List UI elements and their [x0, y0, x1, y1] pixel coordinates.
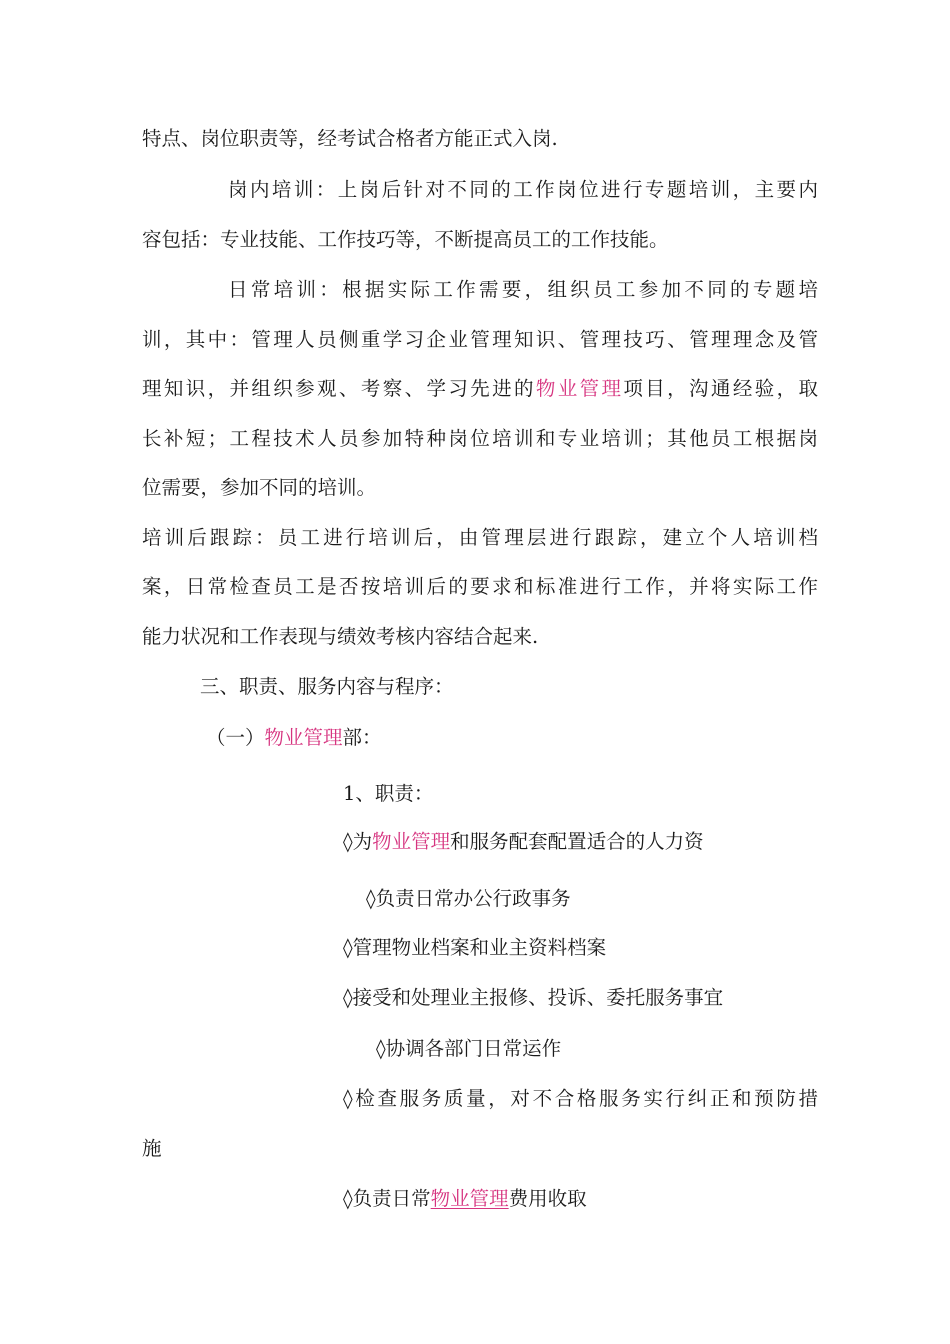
- paragraph-daily-line-2: 训，其中：管理人员侧重学习企业管理知识、管理技巧、管理理念及管: [142, 328, 818, 351]
- paragraph-daily-line-5: 位需要，参加不同的培训。: [142, 476, 377, 499]
- property-management-link[interactable]: 物业管理: [430, 1187, 509, 1210]
- daily-text-a: 理知识，并组织参观、考察、学习先进的: [142, 377, 536, 400]
- paragraph-onjob-line-2: 容包括：专业技能、工作技巧等，不断提高员工的工作技能。: [142, 228, 669, 251]
- duty-item-1: [343, 828, 704, 856]
- paragraph-follow-line-1: 培训后跟踪：员工进行培训后，由管理层进行跟踪，建立个人培训档: [142, 526, 818, 549]
- duty-item-7: [343, 1185, 587, 1213]
- duty-7-text-b: 费用收取: [508, 1187, 587, 1210]
- paragraph-daily-line-1: 日常培训：根据实际工作需要，组织员工参加不同的专题培: [228, 278, 818, 301]
- paragraph-daily-line-4: 长补短；工程技术人员参加特种岗位培训和专业培训；其他员工根据岗: [142, 427, 818, 450]
- duties-title: 1、职责：: [343, 782, 434, 805]
- subsection-suffix: 部：: [342, 726, 382, 749]
- property-management-link[interactable]: 物业管理: [264, 726, 343, 749]
- duty-7-text-a: ◊负责日常: [343, 1187, 431, 1210]
- duty-item-2: ◊负责日常办公行政事务: [366, 887, 571, 910]
- paragraph-intro-end: 特点、岗位职责等，经考试合格者方能正式入岗.: [142, 127, 558, 150]
- property-management-link[interactable]: 物业管理: [372, 830, 451, 853]
- subsection-prefix: （一）: [206, 726, 265, 749]
- property-management-link[interactable]: 物业管理: [535, 377, 624, 400]
- duty-item-6-line-2: 施: [142, 1137, 162, 1160]
- duty-item-6-line-1: ◊检查服务质量，对不合格服务实行纠正和预防措: [343, 1087, 818, 1110]
- daily-text-b: 项目，沟通经验，取: [623, 377, 818, 400]
- paragraph-follow-line-3: 能力状况和工作表现与绩效考核内容结合起来.: [142, 625, 539, 648]
- duty-item-4: ◊接受和处理业主报修、投诉、委托服务事宜: [343, 986, 724, 1009]
- duty-1-text-b: 和服务配套配置适合的人力资: [450, 830, 704, 853]
- section-heading: 三、职责、服务内容与程序：: [200, 675, 454, 698]
- duty-1-text-a: ◊为: [343, 830, 373, 853]
- paragraph-follow-line-2: 案，日常检查员工是否按培训后的要求和标准进行工作，并将实际工作: [142, 575, 818, 598]
- duty-item-3: ◊管理物业档案和业主资料档案: [343, 936, 607, 959]
- duty-item-5: ◊协调各部门日常运作: [376, 1037, 562, 1060]
- paragraph-daily-line-3: [142, 375, 818, 403]
- subsection-heading: [206, 724, 382, 752]
- paragraph-onjob-line-1: 岗内培训：上岗后针对不同的工作岗位进行专题培训，主要内: [228, 178, 818, 201]
